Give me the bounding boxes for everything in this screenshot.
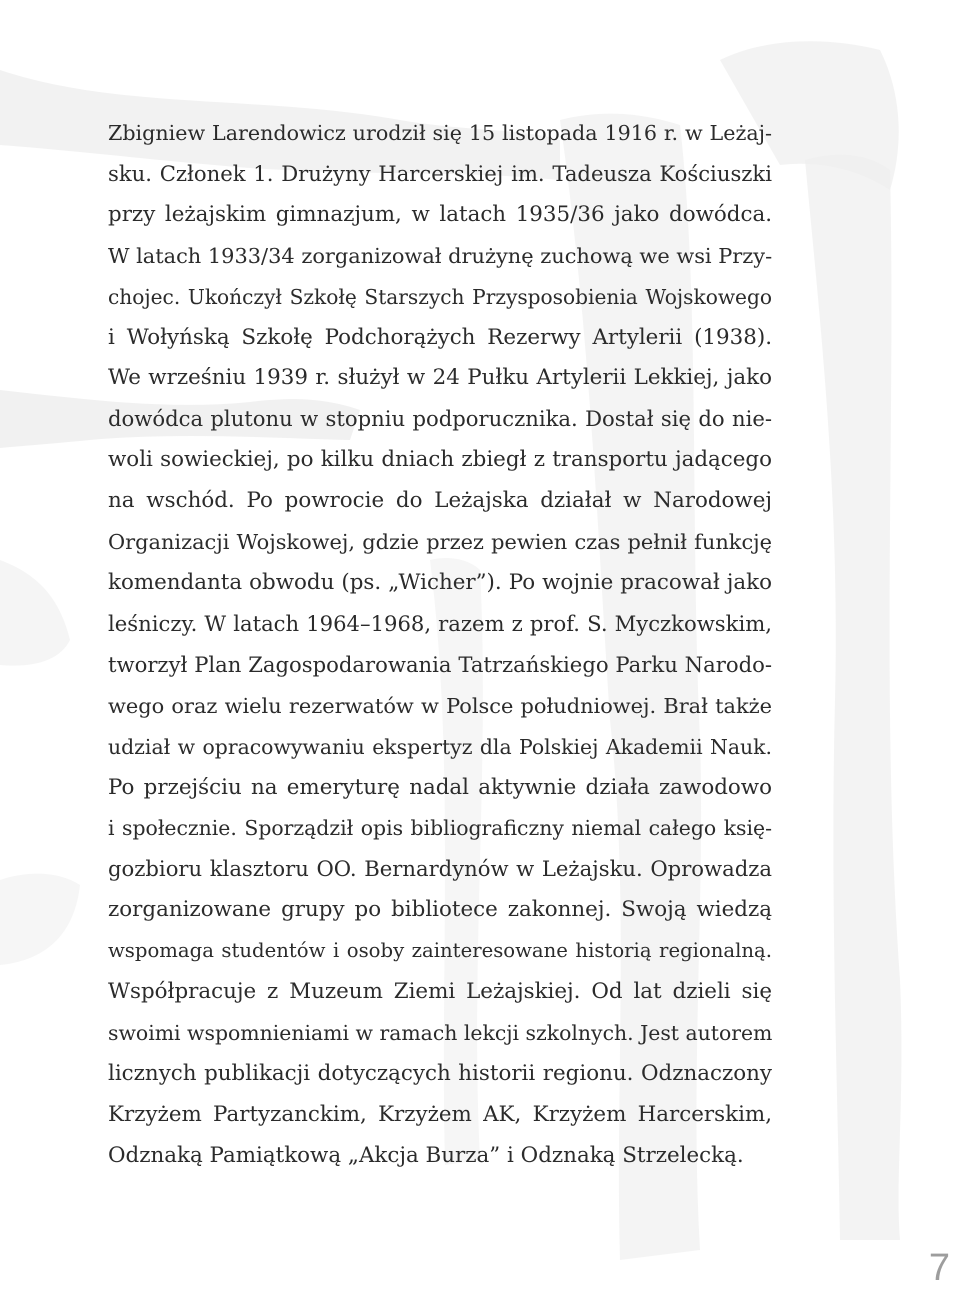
- text-line: Krzyżem Partyzanckim, Krzyżem AK, Krzyżem Harcerskim,: [108, 1101, 772, 1127]
- text-line: Po przejściu na emeryturę nadal aktywnie działa zawodowo: [108, 774, 772, 800]
- text-line: swoimi wspomnieniami w ramach lekcji szkolnych. Jest autorem: [108, 1020, 773, 1045]
- text-line: tworzył Plan Zagospodarowania Tatrzańskiego Parku Narodo-: [108, 651, 772, 677]
- text-line: zorganizowane grupy po bibliotece zakonnej. Swoją wiedzą: [108, 897, 772, 923]
- text-line: przy leżajskim gimnazjum, w latach 1935/36 jako dowódca.: [108, 201, 772, 227]
- text-line: i społecznie. Sporządził opis bibliograficzny niemal całego księ-: [108, 816, 772, 841]
- text-line: na wschód. Po powrocie do Leżajska działał w Narodowej: [108, 488, 772, 514]
- text-line: Zbigniew Larendowicz urodził się 15 listopada 1916 r. w Leżaj-: [108, 121, 772, 145]
- text-line: komendanta obwodu (ps. „Wicher”). Po wojnie pracował jako: [108, 569, 772, 595]
- text-line: Organizacji Wojskowej, gdzie przez pewien czas pełnił funkcję: [108, 530, 772, 555]
- text-line: sku. Członek 1. Drużyny Harcerskiej im. Tadeusza Kościuszki: [108, 160, 772, 186]
- text-line: wego oraz wielu rezerwatów w Polsce południowej. Brał także: [108, 693, 772, 718]
- biography-paragraph: [108, 113, 772, 1177]
- text-line: licznych publikacji dotyczących historii regionu. Odznaczony: [108, 1060, 772, 1086]
- text-line: udział w opracowywaniu ekspertyz dla Polskiej Akademii Nauk.: [108, 734, 772, 759]
- text-line: dowódca plutonu w stopniu podporucznika. Dostał się do nie-: [108, 406, 772, 432]
- text-line: W latach 1933/34 zorganizował drużynę zuchową we wsi Przy-: [108, 243, 773, 268]
- text-line: i Wołyńską Szkołę Podchorążych Rezerwy Artylerii (1938).: [108, 324, 772, 350]
- text-line: woli sowieckiej, po kilku dniach zbiegł z transportu jadącego: [108, 447, 772, 473]
- text-line: Współpracuje z Muzeum Ziemi Leżajskiej. Od lat dzieli się: [108, 979, 772, 1005]
- text-line: Odznaką Pamiątkową „Akcja Burza” i Odznaką Strzelecką.: [108, 1142, 744, 1168]
- text-line: leśniczy. W latach 1964–1968, razem z prof. S. Myczkowskim,: [108, 610, 772, 636]
- text-line: We wrześniu 1939 r. służył w 24 Pułku Artylerii Lekkiej, jako: [108, 365, 772, 391]
- page-number: 7: [928, 1247, 950, 1289]
- text-line: wspomaga studentów i osoby zainteresowane historią regionalną.: [108, 939, 772, 963]
- text-line: chojec. Ukończył Szkołę Starszych Przysposobienia Wojskowego: [108, 284, 772, 309]
- text-line: gozbioru klasztoru OO. Bernardynów w Leżajsku. Oprowadza: [108, 856, 772, 882]
